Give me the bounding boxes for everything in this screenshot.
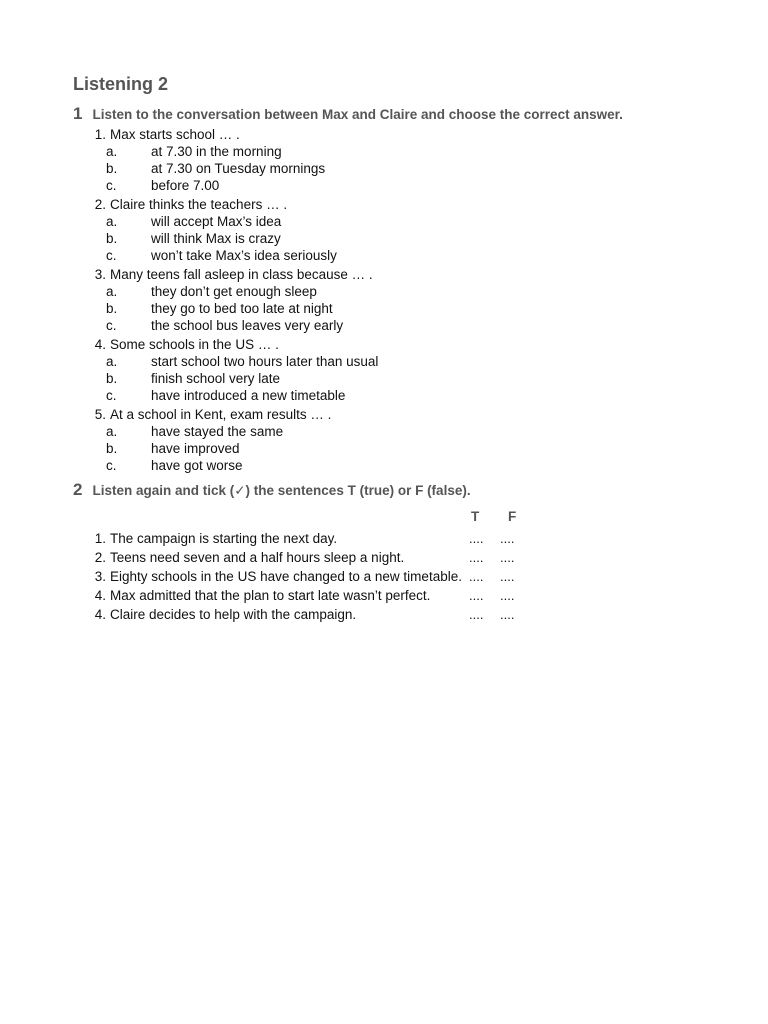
- option-text: have got worse: [151, 458, 243, 473]
- false-answer-blank[interactable]: ....: [500, 550, 515, 565]
- answer-option[interactable]: [86, 160, 646, 177]
- answer-option[interactable]: [86, 300, 646, 317]
- answer-option[interactable]: [86, 213, 646, 230]
- statement-list: [86, 529, 546, 624]
- false-answer-blank[interactable]: ....: [500, 569, 515, 584]
- answer-option[interactable]: [86, 353, 646, 370]
- statement-text: The campaign is starting the next day.: [110, 531, 338, 546]
- statement-row: [86, 529, 546, 548]
- option-letter: c.: [106, 388, 117, 403]
- option-text: have introduced a new timetable: [151, 388, 346, 403]
- question-number: 5.: [94, 407, 106, 422]
- option-text: will think Max is crazy: [151, 231, 281, 246]
- question-line: [86, 196, 646, 213]
- option-letter: c.: [106, 318, 117, 333]
- page-title: Listening 2: [73, 74, 169, 94]
- answer-option[interactable]: [86, 143, 646, 160]
- question-item: [86, 196, 646, 264]
- question-line: [86, 336, 646, 353]
- answer-option[interactable]: [86, 230, 646, 247]
- section-1-heading: [73, 104, 623, 124]
- section-instruction: Listen again and tick (✓) the sentences T (true) or F (false).: [92, 483, 471, 498]
- statement-number: 1.: [94, 531, 106, 546]
- answer-option[interactable]: [86, 423, 646, 440]
- answer-option[interactable]: [86, 283, 646, 300]
- question-number: 2.: [94, 197, 106, 212]
- question-line: [86, 266, 646, 283]
- option-letter: a.: [106, 214, 118, 229]
- section-instruction: Listen to the conversation between Max and Claire and choose the correct answer.: [92, 107, 623, 122]
- question-item: [86, 406, 646, 474]
- option-letter: c.: [106, 458, 117, 473]
- statement-row: [86, 586, 546, 605]
- answer-option[interactable]: [86, 317, 646, 334]
- answer-option[interactable]: [86, 370, 646, 387]
- option-letter: c.: [106, 248, 117, 263]
- statement-row: [86, 605, 546, 624]
- question-text: Claire thinks the teachers … .: [110, 197, 288, 212]
- statement-text: Eighty schools in the US have changed to a new timetable.: [110, 569, 462, 584]
- option-text: at 7.30 in the morning: [151, 144, 282, 159]
- option-text: will accept Max’s idea: [151, 214, 282, 229]
- section-number: 1: [73, 104, 83, 123]
- option-text: won’t take Max’s idea seriously: [151, 248, 337, 263]
- answer-option[interactable]: [86, 387, 646, 404]
- answer-option[interactable]: [86, 440, 646, 457]
- option-letter: b.: [106, 161, 118, 176]
- option-letter: a.: [106, 144, 118, 159]
- statement-number: 3.: [94, 569, 106, 584]
- question-line: [86, 126, 646, 143]
- statement-text: Claire decides to help with the campaign.: [110, 607, 357, 622]
- option-letter: b.: [106, 371, 118, 386]
- statement-number: 4.: [94, 588, 106, 603]
- option-letter: c.: [106, 178, 117, 193]
- answer-option[interactable]: [86, 177, 646, 194]
- true-column-header: T: [471, 509, 480, 524]
- option-text: they don’t get enough sleep: [151, 284, 317, 299]
- question-line: [86, 406, 646, 423]
- statement-text: Max admitted that the plan to start late wasn’t perfect.: [110, 588, 431, 603]
- option-letter: a.: [106, 284, 118, 299]
- option-letter: a.: [106, 424, 118, 439]
- option-letter: b.: [106, 301, 118, 316]
- option-text: before 7.00: [151, 178, 220, 193]
- question-text: Many teens fall asleep in class because … .: [110, 267, 373, 282]
- question-item: [86, 126, 646, 194]
- option-text: have stayed the same: [151, 424, 284, 439]
- true-answer-blank[interactable]: ....: [469, 531, 484, 546]
- question-text: Max starts school … .: [110, 127, 240, 142]
- section-number: 2: [73, 480, 83, 499]
- answer-option[interactable]: [86, 247, 646, 264]
- option-text: at 7.30 on Tuesday mornings: [151, 161, 326, 176]
- statement-text: Teens need seven and a half hours sleep a night.: [110, 550, 405, 565]
- true-answer-blank[interactable]: ....: [469, 607, 484, 622]
- false-answer-blank[interactable]: ....: [500, 531, 515, 546]
- option-text: start school two hours later than usual: [151, 354, 379, 369]
- question-number: 4.: [94, 337, 106, 352]
- question-text: At a school in Kent, exam results … .: [110, 407, 332, 422]
- question-item: [86, 336, 646, 404]
- statement-row: [86, 548, 546, 567]
- question-item: [86, 266, 646, 334]
- question-number: 3.: [94, 267, 106, 282]
- option-letter: b.: [106, 231, 118, 246]
- statement-number: 2.: [94, 550, 106, 565]
- option-text: finish school very late: [151, 371, 281, 386]
- statement-row: [86, 567, 546, 586]
- false-column-header: F: [508, 509, 517, 524]
- option-letter: a.: [106, 354, 118, 369]
- option-text: the school bus leaves very early: [151, 318, 344, 333]
- option-letter: b.: [106, 441, 118, 456]
- statement-number: 4.: [94, 607, 106, 622]
- question-list: [86, 126, 646, 476]
- option-text: have improved: [151, 441, 240, 456]
- false-answer-blank[interactable]: ....: [500, 588, 515, 603]
- question-number: 1.: [94, 127, 106, 142]
- true-answer-blank[interactable]: ....: [469, 550, 484, 565]
- section-2-heading: [73, 480, 471, 500]
- question-text: Some schools in the US … .: [110, 337, 279, 352]
- false-answer-blank[interactable]: ....: [500, 607, 515, 622]
- true-answer-blank[interactable]: ....: [469, 588, 484, 603]
- true-answer-blank[interactable]: ....: [469, 569, 484, 584]
- answer-option[interactable]: [86, 457, 646, 474]
- option-text: they go to bed too late at night: [151, 301, 333, 316]
